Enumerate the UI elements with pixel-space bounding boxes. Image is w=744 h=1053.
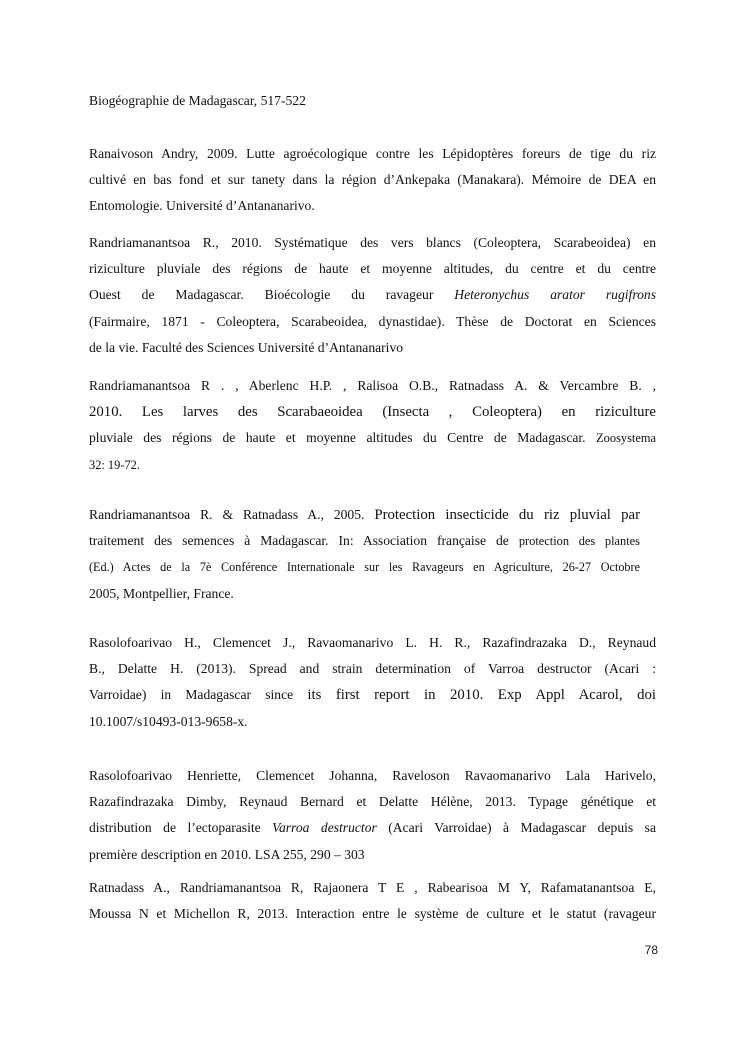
reference-rasolofoarivao-2013-fr bbox=[89, 763, 656, 868]
reference-line: Rasolofoarivao Henriette, Clemencet Johanna, Raveloson Ravaomanarivo Lala Harivelo, bbox=[89, 768, 656, 783]
reference-text: Protection insecticide du riz pluvial par bbox=[374, 507, 640, 523]
reference-line: Randriamanantsoa R., 2010. Systématique des vers blancs (Coleoptera, Scarabeoidea) en bbox=[89, 235, 656, 250]
reference-line: (Ed.) Actes de la 7è Conférence Internationale sur les Ravageurs en Agriculture, 26-27 Octobre bbox=[89, 560, 640, 575]
species-name: Heteronychus arator rugifrons bbox=[454, 287, 656, 303]
reference-line bbox=[89, 282, 656, 308]
species-name: Varroa destructor bbox=[272, 820, 377, 836]
reference-line bbox=[89, 815, 656, 841]
reference-line: Rasolofoarivao H., Clemencet J., Ravaomanarivo L. H. R., Razafindrazaka D., Reynaud bbox=[89, 635, 656, 650]
reference-randriamanantsoa-ratnadass-2005 bbox=[89, 502, 640, 607]
reference-line: 2005, Montpellier, France. bbox=[89, 585, 234, 601]
reference-line: 10.1007/s10493-013-9658-x. bbox=[89, 713, 248, 729]
page-number: 78 bbox=[644, 943, 658, 957]
reference-text: Ouest de Madagascar. Bioécologie du ravageur bbox=[89, 287, 455, 303]
reference-line: B., Delatte H. (2013). Spread and strain determination of Varroa destructor (Acari : bbox=[89, 661, 656, 677]
reference-line: Randriamanantsoa R . , Aberlenc H.P. , Ralisoa O.B., Ratnadass A. & Vercambre B. , bbox=[89, 378, 656, 393]
reference-line: 32: 19-72. bbox=[89, 457, 140, 472]
reference-rasolofoarivao-2013-en bbox=[89, 630, 656, 735]
reference-line: (Fairmaire, 1871 - Coleoptera, Scarabeoidea, dynastidae). Thèse de Doctorat en Sciences bbox=[89, 313, 656, 329]
reference-line: Entomologie. Université d’Antananarivo. bbox=[89, 198, 315, 214]
reference-line: riziculture pluviale des régions de haute et moyenne altitudes, du centre et du centre bbox=[89, 261, 656, 277]
reference-text: protection des plantes bbox=[518, 534, 640, 549]
reference-text: traitement des semences à Madagascar. In: Association française de bbox=[89, 533, 519, 549]
reference-line: Biogéographie de Madagascar, 517-522 bbox=[89, 93, 306, 108]
reference-text: its first report in 2010. Exp Appl Acarol, doi bbox=[307, 687, 656, 704]
reference-text: pluviale des régions de haute et moyenne altitudes du Centre de Madagascar. bbox=[89, 430, 597, 446]
reference-line: première description en 2010. LSA 255, 290 – 303 bbox=[89, 846, 365, 862]
reference-line: de la vie. Faculté des Sciences Université d’Antananarivo bbox=[89, 339, 404, 355]
reference-text: (Acari Varroidae) à Madagascar depuis sa bbox=[376, 820, 656, 836]
reference-line bbox=[89, 528, 640, 554]
reference-line: Ratnadass A., Randriamanantsoa R, Rajaonera T E , Rabearisoa M Y, Rafamatanantsoa E, bbox=[89, 880, 656, 895]
reference-fragment bbox=[89, 88, 656, 114]
reference-line: Moussa N et Michellon R, 2013. Interaction entre le système de culture et le statut (ravageur bbox=[89, 906, 656, 922]
reference-ratnadass-2013 bbox=[89, 875, 656, 927]
reference-line bbox=[89, 682, 656, 708]
reference-line: Razafindrazaka Dimby, Reynaud Bernard et Delatte Hélène, 2013. Typage génétique et bbox=[89, 794, 656, 810]
reference-line: Ranaivoson Andry, 2009. Lutte agroécologique contre les Lépidoptères foreurs de tige du riz bbox=[89, 146, 656, 161]
reference-line: cultivé en bas fond et sur tanety dans la région d’Ankepaka (Manakara). Mémoire de DEA en bbox=[89, 172, 656, 188]
reference-text: Randriamanantsoa R. & Ratnadass A., 2005. bbox=[89, 507, 375, 522]
reference-line bbox=[89, 502, 640, 528]
journal-name: Zoosystema bbox=[596, 431, 656, 446]
reference-randriamanantsoa-2010-zoosystema bbox=[89, 373, 656, 478]
reference-text: Varroidae) in Madagascar since bbox=[89, 687, 308, 703]
reference-randriamanantsoa-2010-thesis bbox=[89, 230, 656, 361]
reference-line: 2010. Les larves des Scarabaeoidea (Insecta , Coleoptera) en riziculture bbox=[89, 404, 656, 421]
reference-ranaivoson-2009 bbox=[89, 141, 656, 220]
reference-line bbox=[89, 425, 656, 451]
reference-text: distribution de l’ectoparasite bbox=[89, 820, 273, 836]
